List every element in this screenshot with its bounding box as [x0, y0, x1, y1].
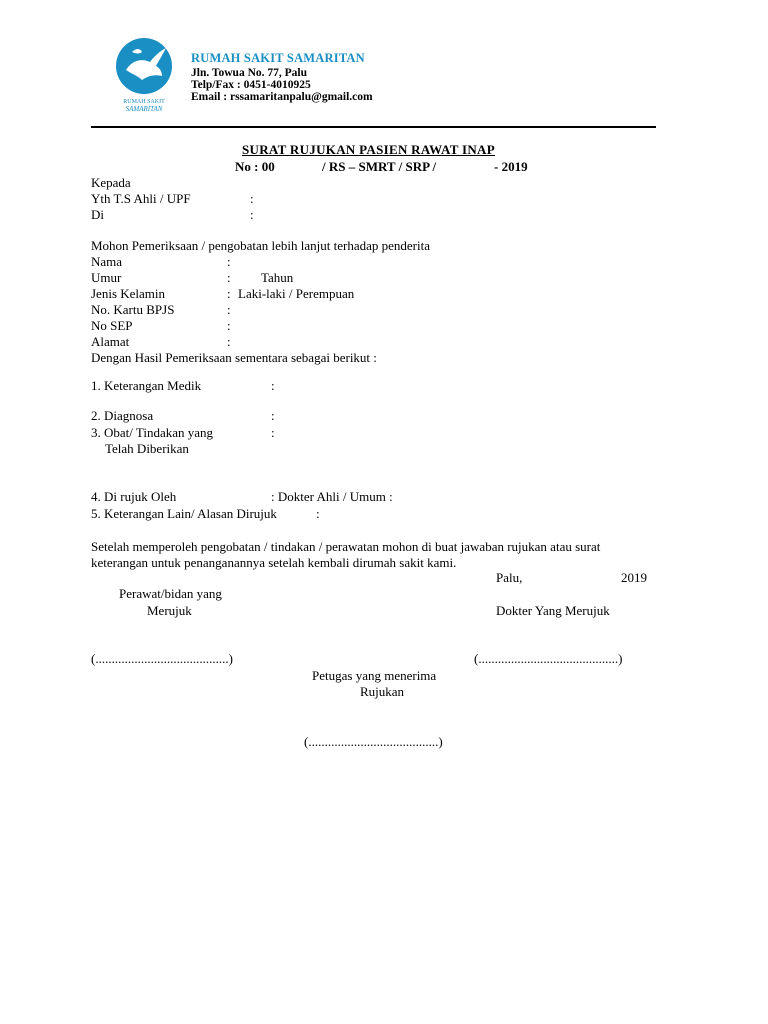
nama-label: Nama	[91, 254, 123, 269]
sep-sep: :	[227, 318, 231, 333]
closing-line-2: keterangan untuk penanganannya setelah kembali dirumah sakit kami.	[91, 555, 457, 570]
bpjs-sep: :	[227, 302, 231, 317]
date-year: 2019	[621, 570, 647, 585]
signer-left-line-1: Perawat/bidan yang	[119, 586, 222, 601]
nama-sep: :	[227, 254, 231, 269]
sep-label: No SEP	[91, 318, 133, 333]
bpjs-label: No. Kartu BPJS	[91, 302, 175, 317]
dirujuk-label: 4. Di rujuk Oleh	[91, 489, 177, 504]
signature-blank-receiver: (........................................)	[304, 734, 443, 749]
diagnosa-label: 2. Diagnosa	[91, 408, 154, 423]
hospital-logo	[112, 34, 176, 114]
place-label: Palu,	[496, 570, 523, 585]
gender-sep: :	[227, 286, 231, 301]
recipient-sep: :	[250, 191, 254, 206]
header-divider	[91, 126, 656, 128]
di-label: Di	[91, 207, 104, 222]
signer-right: Dokter Yang Merujuk	[496, 603, 610, 618]
hospital-name: RUMAH SAKIT SAMARITAN	[191, 51, 365, 65]
obat-label-2: Telah Diberikan	[105, 441, 189, 456]
obat-label: 3. Obat/ Tindakan yang	[91, 425, 214, 440]
closing-line-1: Setelah memperoleh pengobatan / tindakan / perawatan mohon di buat jawaban rujukan atau surat	[91, 539, 601, 554]
alasan-sep: :	[316, 506, 320, 521]
signature-blank-left: (.........................................)	[91, 651, 233, 666]
alasan-label: 5. Keterangan Lain/ Alasan Dirujuk	[91, 506, 277, 521]
logo-text-top: RUMAH SAKIT	[123, 99, 165, 105]
letter-title: SURAT RUJUKAN PASIEN RAWAT INAP	[242, 142, 495, 157]
gender-value: Laki-laki / Perempuan	[238, 286, 355, 301]
intro-text: Mohon Pemeriksaan / pengobatan lebih lanjut terhadap penderita	[91, 238, 430, 253]
letter-number-code: / RS – SMRT / SRP /	[322, 159, 437, 174]
receiver-line-2: Rujukan	[360, 684, 405, 699]
gender-label: Jenis Kelamin	[91, 286, 166, 301]
umur-value: Tahun	[261, 270, 294, 285]
umur-sep: :	[227, 270, 231, 285]
diagnosa-sep: :	[271, 408, 275, 423]
kepada-label: Kepada	[91, 175, 131, 190]
dirujuk-value: : Dokter Ahli / Umum :	[271, 489, 393, 504]
umur-label: Umur	[91, 270, 122, 285]
logo-text-bottom: SAMARITAN	[125, 105, 163, 113]
letter-number-year: - 2019	[494, 159, 528, 174]
obat-sep: :	[271, 425, 275, 440]
recipient-label: Yth T.S Ahli / UPF	[91, 191, 191, 206]
receiver-line-1: Petugas yang menerima	[312, 668, 437, 683]
hospital-email: Email : rssamaritanpalu@gmail.com	[191, 91, 373, 103]
medik-sep: :	[271, 378, 275, 393]
alamat-sep: :	[227, 334, 231, 349]
signature-blank-right: (...........................................)	[474, 651, 623, 666]
result-intro: Dengan Hasil Pemeriksaan sementara sebagai berikut :	[91, 350, 377, 365]
medik-label: 1. Keterangan Medik	[91, 378, 202, 393]
alamat-label: Alamat	[91, 334, 130, 349]
dove-logo-icon	[112, 34, 176, 114]
signer-left-line-2: Merujuk	[147, 603, 192, 618]
hospital-address: Jln. Towua No. 77, Palu	[191, 67, 307, 79]
hospital-phone: Telp/Fax : 0451-4010925	[191, 79, 311, 91]
di-sep: :	[250, 207, 254, 222]
letter-number-no: No : 00	[235, 159, 275, 174]
